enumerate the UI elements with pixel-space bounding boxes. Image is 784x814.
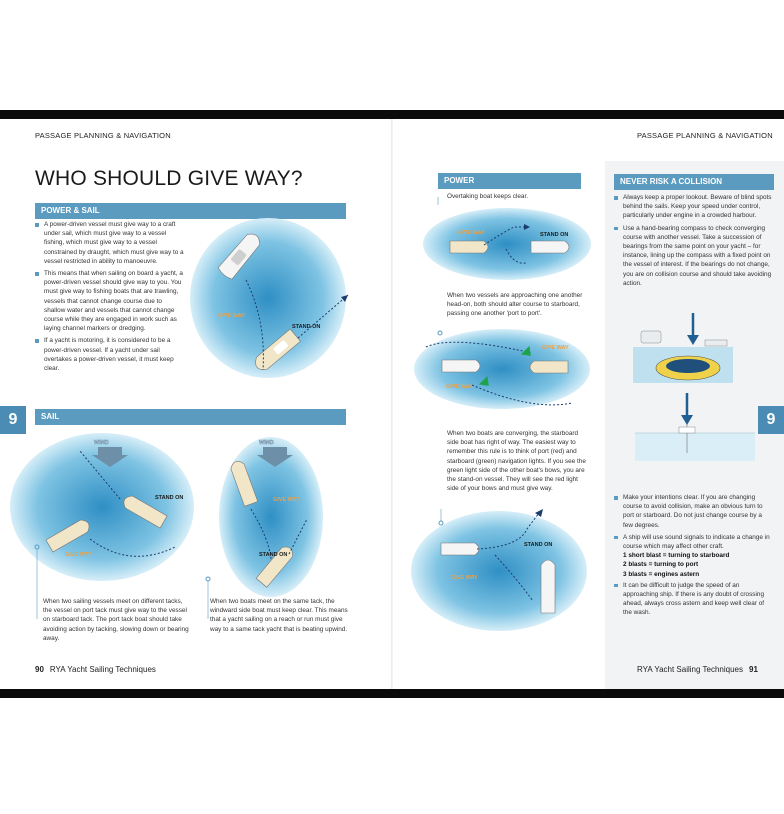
top-black-band bbox=[0, 110, 784, 119]
book-title: RYA Yacht Sailing Techniques bbox=[49, 665, 156, 674]
sidebar-bullet-speed: It can be difficult to judge the speed of an approaching ship. If there is any doubt of crossing ahead, always cross astern and keep well clear of the wash. bbox=[614, 581, 772, 618]
converging-motor-boat-icon bbox=[441, 543, 479, 555]
signal-3: 3 blasts = engines astern bbox=[623, 570, 700, 578]
section-heading-power-sail: POWER & SAIL bbox=[35, 203, 346, 219]
give-way-label-top: GIVE WAY bbox=[542, 345, 569, 351]
compass-illustration bbox=[633, 313, 733, 383]
sail-caption-2: When two boats meet on the same tack, the windward side boat must keep clear. This means that a yacht sailing on a reach or run must give way to a same tack yacht that is beating upwind. bbox=[210, 598, 348, 633]
converging-yacht-icon bbox=[541, 560, 555, 613]
power-sail-diagram bbox=[188, 220, 348, 385]
sidebar-text-bottom bbox=[614, 493, 772, 621]
give-way-label: GIVE WAY bbox=[65, 552, 92, 558]
give-way-label: GIVE WAY bbox=[218, 313, 245, 319]
sail-caption-1: When two sailing vessels meet on different tacks, the vessel on port tack must give way to the vessel on starboard tack. The port tack boat should take avoiding action by tacking, slowing down or bearing away. bbox=[43, 598, 189, 642]
ship-icon bbox=[679, 427, 695, 433]
bottom-black-band bbox=[0, 689, 784, 698]
give-way-label: GIVE WAY bbox=[458, 230, 485, 236]
signal-2: 2 blasts = turning to port bbox=[623, 561, 699, 569]
give-way-label-bottom: GIVE WAY bbox=[446, 384, 473, 390]
power-caption-3: When two boats are converging, the starboard side boat has right of way. The easiest way to remember this rule is to think of port (red) and starboard (green) navigation lights. If you see the green light side of the other boat's bows, you are the stand-on vessel. They will see the red light side of your bows and must give way. bbox=[447, 430, 586, 493]
power-sail-text bbox=[35, 220, 185, 376]
left-motor-boat-icon bbox=[442, 360, 480, 372]
folio-right bbox=[637, 665, 758, 674]
give-way-label: GIVE WAY bbox=[273, 497, 300, 503]
sidebar-heading: NEVER RISK A COLLISION bbox=[614, 174, 774, 190]
arrow-down-icon bbox=[687, 335, 699, 345]
sail-diagram-crossing bbox=[10, 429, 195, 584]
converging-diagram bbox=[407, 509, 587, 634]
right-page bbox=[392, 119, 784, 689]
page-title: WHO SHOULD GIVE WAY? bbox=[35, 167, 303, 190]
power-caption-2: When two vessels are approaching one another head-on, both should alter course to starboard, passing one another 'port to port'. bbox=[447, 292, 583, 318]
overtaken-boat-icon bbox=[531, 241, 569, 253]
running-head-right: PASSAGE PLANNING & NAVIGATION bbox=[637, 131, 773, 140]
wind-label: WIND bbox=[94, 440, 109, 446]
stand-on-label: STAND ON bbox=[540, 232, 569, 238]
folio-left bbox=[35, 665, 156, 674]
overtaking-boat-icon bbox=[450, 241, 488, 253]
power-sail-bullet-2: This means that when sailing on board a yacht, a power-driven vessel should give way to you. You must give way to fishing boats that are trawling, vessels that cannot change course due to shallow water and vessels that cannot change course while they are engaged in work such as laying channel markers or dredging. bbox=[35, 269, 185, 333]
sidebar-bullet-lookout: Always keep a proper lookout. Beware of blind spots behind the sails. Keep your speed under control, particularly under engine in a crowded harbour. bbox=[614, 193, 772, 221]
power-caption-1: Overtaking boat keeps clear. bbox=[447, 193, 528, 200]
compass-icon bbox=[666, 359, 710, 373]
sidebar-bullet-signals: A ship will use sound signals to indicate a change in course which may affect other craft. bbox=[614, 533, 772, 551]
chapter-tab-left: 9 bbox=[0, 406, 26, 434]
signal-1: 1 short blast = turning to starboard bbox=[623, 552, 730, 560]
book-title: RYA Yacht Sailing Techniques bbox=[637, 665, 743, 674]
left-page bbox=[0, 119, 392, 689]
sidebar-bullet-compass: Use a hand-bearing compass to check converging course with another vessel. Take a succession of bearings from the same point on your yacht – for instance, lining up the compass with a fixed point on the vessel of interest. If the bearings do not change, you are on collision course and should take avoiding action. bbox=[614, 224, 772, 288]
right-motor-boat-icon bbox=[530, 361, 568, 373]
book-spread bbox=[0, 119, 784, 689]
running-head-left: PASSAGE PLANNING & NAVIGATION bbox=[35, 131, 171, 140]
page-number: 91 bbox=[749, 665, 758, 674]
head-on-diagram bbox=[412, 327, 592, 412]
chapter-tab-right: 9 bbox=[758, 406, 784, 434]
give-way-label: GIVE WAY bbox=[451, 575, 478, 581]
page-number: 90 bbox=[35, 665, 44, 674]
sail-diagram-same-tack bbox=[203, 429, 323, 594]
wind-label: WIND bbox=[259, 440, 274, 446]
stand-on-label: STAND ON bbox=[292, 324, 321, 330]
stand-on-label: STAND ON bbox=[524, 542, 553, 548]
section-heading-sail: SAIL bbox=[35, 409, 346, 425]
stand-on-label: STAND ON bbox=[259, 552, 288, 558]
bearing-illustration bbox=[635, 393, 755, 461]
sidebar-text-top bbox=[614, 193, 772, 291]
stand-on-label: STAND ON bbox=[155, 495, 184, 501]
power-sail-bullet-3: If a yacht is motoring, it is considered to be a power-driven vessel. If a yacht under sail overtakes a power-driven vessel, it must keep clear. bbox=[35, 336, 185, 373]
section-heading-power: POWER bbox=[438, 173, 581, 189]
overtaking-diagram bbox=[422, 197, 592, 282]
power-sail-bullet-1: A power-driven vessel must give way to a craft under sail, which must give way to a vessel fishing, which must give way to a vessel constrained by draught, which must give way to a vessel restricted in ability to manoeuvre. bbox=[35, 220, 185, 266]
sidebar-bullet-intentions: Make your intentions clear. If you are changing course to avoid collision, make an obvious turn to port or starboard. Do not just change course by a few degrees. bbox=[614, 493, 772, 530]
